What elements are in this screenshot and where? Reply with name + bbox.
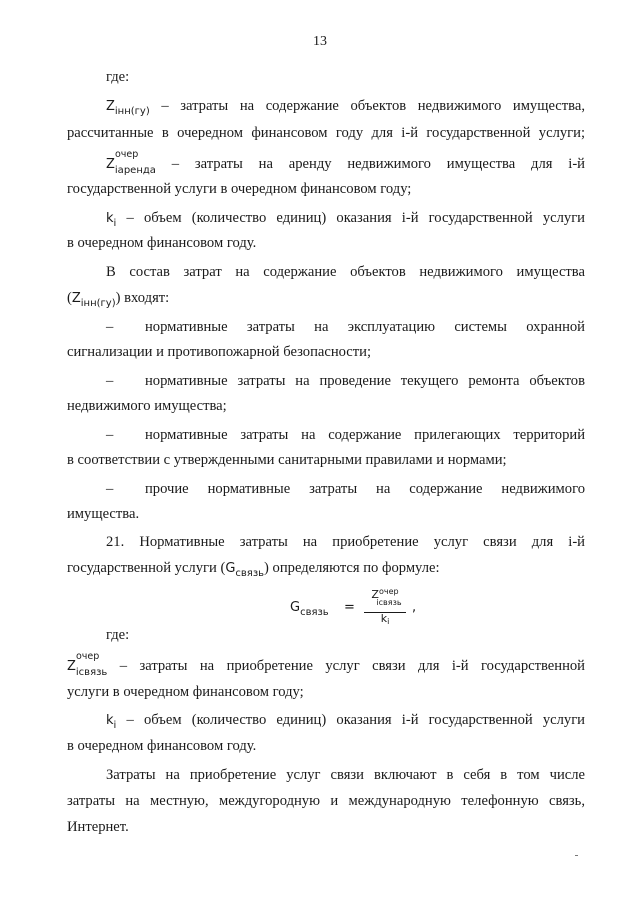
definition-zsvyaz-text: – затраты на приобретение услуг связи для i-й государственной xyxy=(119,658,585,674)
formula-comma: , xyxy=(412,600,417,615)
final-paragraph-line2: затраты на местную, междугородную и международную телефонную связь, xyxy=(67,793,585,809)
paragraph-21-line2: государственной услуги $(G_{связь})$ определяются по формуле: xyxy=(67,560,440,579)
symbol-z: $Z_{iнн(гу)}$ xyxy=(106,99,150,117)
symbol-k: $k_i$ xyxy=(106,211,117,229)
definition-zinn-line2: рассчитанные в очередном финансовом году для i-й государственной услуги; xyxy=(67,125,585,141)
definition-zsvyaz-line1 xyxy=(67,651,585,678)
composition-line1: В состав затрат на содержание объектов недвижимого имущества xyxy=(106,264,585,280)
page-number: 13 xyxy=(313,34,327,49)
definition-k2-line2: в очередном финансовом году. xyxy=(67,738,257,754)
final-paragraph-line3: Интернет. xyxy=(67,819,129,835)
list-item-continuation: имущества. xyxy=(67,506,140,522)
final-paragraph-line1: Затраты на приобретение услуг связи включают в себя в том числе xyxy=(106,767,585,783)
definition-k2-line1 xyxy=(106,711,585,731)
composition-line2: $(Z_{iнн(гу)})$ входят: xyxy=(67,290,170,309)
where-label-1: где: xyxy=(106,69,130,85)
scan-mark xyxy=(575,855,578,856)
definition-zarenda-line2: государственной услуги в очередном финансовом году; xyxy=(67,181,412,197)
formula-numerator: $Z^{очер}$ $^{iсвязь}$ xyxy=(371,587,402,607)
definition-zsvyaz-line2: услуги в очередном финансовом году; xyxy=(67,684,304,700)
formula-equals: = xyxy=(344,600,355,615)
definition-zinn-line1 xyxy=(106,97,585,117)
list-item-continuation: сигнализации и противопожарной безопасности; xyxy=(67,344,372,360)
definition-zarenda-text: – затраты на аренду недвижимого имущества для i-й xyxy=(171,156,585,172)
paragraph-21-line1: 21. Нормативные затраты на приобретение услуг связи для i-й xyxy=(106,534,585,550)
formula-lhs: $G_{связь}$ xyxy=(290,600,329,618)
definition-k-line1 xyxy=(106,209,585,229)
where-label-2: где: xyxy=(106,627,130,643)
definition-k-text: – объем (количество единиц) оказания i-й государственной услуги xyxy=(126,210,585,226)
list-item-continuation: недвижимого имущества; xyxy=(67,398,227,414)
definition-k-line2: в очередном финансовом году. xyxy=(67,235,257,251)
formula-denominator: $k_i$ xyxy=(380,612,390,626)
definition-k2-text: – объем (количество единиц) оказания i-й государственной услуги xyxy=(126,712,585,728)
definition-zarenda-line1 xyxy=(106,149,585,176)
formula-fraction xyxy=(360,587,410,626)
symbol-z-svyaz: Z очер $_{iсвязь}$ xyxy=(67,651,108,678)
symbol-k: $k_i$ xyxy=(106,713,117,731)
formula-g-svyaz xyxy=(290,587,530,630)
definition-zinn-text: – затраты на содержание объектов недвижимого имущества, xyxy=(161,98,585,114)
list-item-continuation: в соответствии с утвержденными санитарными правилами и нормами; xyxy=(67,452,507,468)
symbol-z-arenda: Z очер $_{iаренда}$ xyxy=(106,149,156,176)
